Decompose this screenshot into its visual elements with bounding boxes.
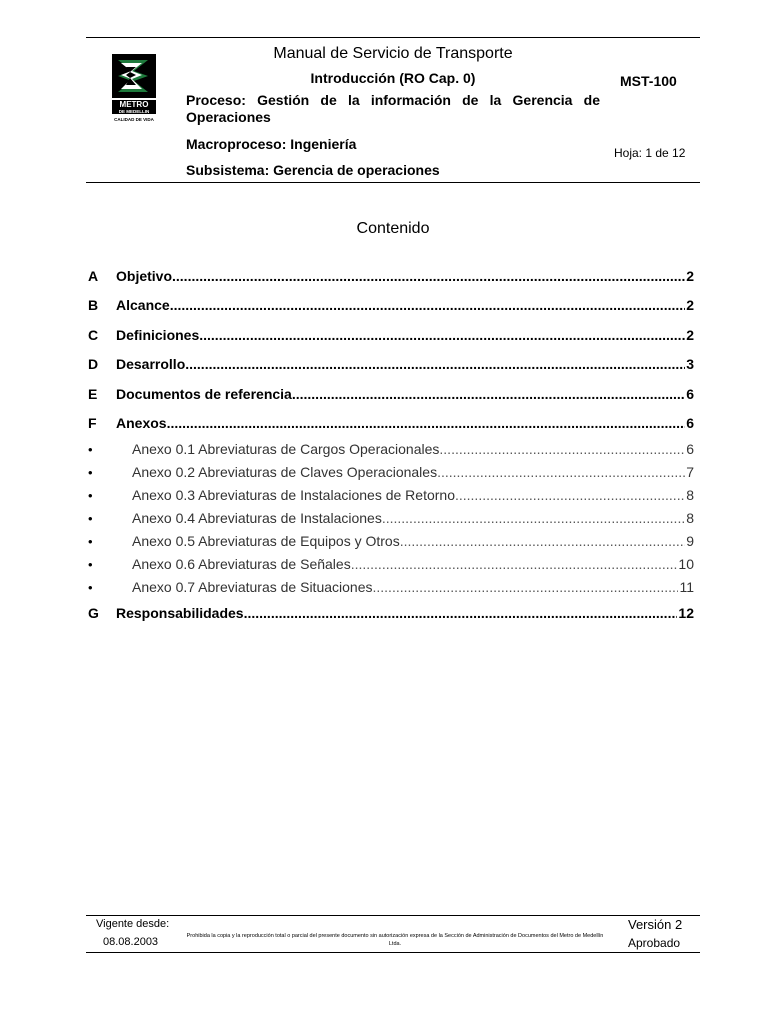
toc-entry-desarrollo[interactable] [88, 352, 694, 372]
toc-annex-label: Anexo 0.5 Abreviaturas de Equipos y Otros [132, 533, 400, 549]
toc-annex-label: Anexo 0.4 Abreviaturas de Instalaciones [132, 510, 382, 526]
toc-entry-definiciones[interactable] [88, 323, 694, 343]
toc-entry-label: Alcance [116, 297, 170, 313]
toc-annex-page: 9 [686, 533, 694, 549]
subsystem-line: Subsistema: Gerencia de operaciones [186, 162, 440, 178]
toc-entry-label: Anexos [116, 415, 167, 431]
footer-valid-label: Vigente desde: [96, 918, 170, 930]
toc-annex-0-6[interactable] [88, 552, 694, 572]
toc-annex-0-2[interactable] [88, 460, 694, 480]
toc-entry-letter: C [88, 327, 99, 343]
toc-entry-label: Desarrollo [116, 356, 186, 372]
toc-leader [382, 510, 685, 526]
footer-version: Versión 2 [628, 917, 683, 932]
toc-annex-0-5[interactable] [88, 529, 694, 549]
footer-status: Aprobado [628, 936, 681, 950]
logo-text-medellin: DE MEDELLIN [118, 109, 150, 114]
bullet-icon: • [88, 442, 93, 457]
logo-text-metro: METRO [119, 100, 149, 109]
bullet-icon: • [88, 511, 93, 526]
toc-entry-anexos[interactable] [88, 411, 694, 431]
bullet-icon: • [88, 534, 93, 549]
toc-leader [351, 556, 678, 572]
toc-entry-alcance[interactable] [88, 293, 694, 313]
footer-notice: Prohibida la copia y la reproducción total o parcial del presente documento sin autorización expresa de la Sección de Administración de Documentos del Metro de Medellín Ltda. [186, 933, 604, 947]
footer-top-rule [86, 915, 700, 916]
toc-leader [244, 605, 678, 621]
process-line: Proceso: Gestión de la información de la Gerencia de Operaciones [186, 92, 600, 125]
toc-leader [400, 533, 685, 549]
toc-leader [292, 386, 685, 402]
toc-title: Contenido [356, 220, 430, 237]
toc-annex-label: Anexo 0.3 Abreviaturas de Instalaciones de Retorno [132, 487, 455, 503]
toc-leader [437, 464, 685, 480]
toc-annex-0-1[interactable] [88, 437, 694, 457]
toc-entry-label: Definiciones [116, 327, 200, 343]
toc-entry-letter: G [88, 605, 99, 621]
toc-entry-letter: E [88, 386, 98, 402]
toc-leader [185, 356, 685, 372]
toc-entry-page: 2 [686, 327, 694, 343]
sheet-number: Hoja: 1 de 12 [614, 146, 686, 160]
toc-annex-page: 8 [686, 487, 694, 503]
toc-entry-objetivo[interactable] [88, 264, 694, 284]
toc-entry-page: 2 [686, 268, 694, 284]
logo-text-calidad: CALIDAD DE VIDA [114, 117, 154, 122]
toc-annex-0-3[interactable] [88, 483, 694, 503]
toc-leader [199, 327, 685, 343]
toc-entry-documentos[interactable] [88, 382, 694, 402]
toc-annex-0-7[interactable] [88, 575, 694, 595]
toc-entry-page: 6 [686, 415, 694, 431]
toc-annex-0-4[interactable] [88, 506, 694, 526]
toc-leader [172, 268, 685, 284]
toc-annex-label: Anexo 0.2 Abreviaturas de Claves Operacionales [132, 464, 438, 480]
toc-entry-page: 3 [686, 356, 694, 372]
toc-leader [170, 297, 686, 313]
document-subtitle: Introducción (RO Cap. 0) [310, 70, 476, 86]
toc-entry-label: Objetivo [116, 268, 173, 284]
metro-medellin-logo [112, 54, 156, 124]
header-top-rule [86, 37, 700, 38]
toc-entry-label: Responsabilidades [116, 605, 244, 621]
toc-entry-page: 6 [686, 386, 694, 402]
header-bottom-rule [86, 182, 700, 183]
toc-annex-label: Anexo 0.7 Abreviaturas de Situaciones [132, 579, 373, 595]
bullet-icon: • [88, 557, 93, 572]
toc-entry-letter: F [88, 415, 97, 431]
toc-annex-page: 11 [679, 579, 694, 595]
toc-annex-page: 10 [678, 556, 694, 572]
document-code: MST-100 [620, 73, 677, 89]
bullet-icon: • [88, 488, 93, 503]
toc-leader [167, 415, 686, 431]
metro-logo-icon [112, 54, 156, 124]
toc-entry-page: 2 [686, 297, 694, 313]
toc-entry-page: 12 [678, 605, 694, 621]
toc-annex-page: 7 [686, 464, 694, 480]
toc-entry-letter: A [88, 268, 99, 284]
toc-annex-label: Anexo 0.1 Abreviaturas de Cargos Operacionales [132, 441, 440, 457]
toc-entry-responsabilidades[interactable] [88, 601, 694, 621]
toc-entry-label: Documentos de referencia [116, 386, 292, 402]
footer-bottom-rule [86, 952, 700, 953]
toc-leader [439, 441, 685, 457]
toc-annex-page: 8 [686, 510, 694, 526]
document-title: Manual de Servicio de Transporte [273, 45, 513, 62]
toc-entry-letter: D [88, 356, 99, 372]
bullet-icon: • [88, 465, 93, 480]
toc-annex-page: 6 [686, 441, 694, 457]
toc-leader [455, 487, 685, 503]
toc-annex-label: Anexo 0.6 Abreviaturas de Señales [132, 556, 351, 572]
toc-entry-letter: B [88, 297, 99, 313]
bullet-icon: • [88, 580, 93, 595]
footer-valid-date: 08.08.2003 [103, 936, 159, 948]
macroprocess-line: Macroproceso: Ingeniería [186, 136, 357, 152]
toc-leader [373, 579, 679, 595]
